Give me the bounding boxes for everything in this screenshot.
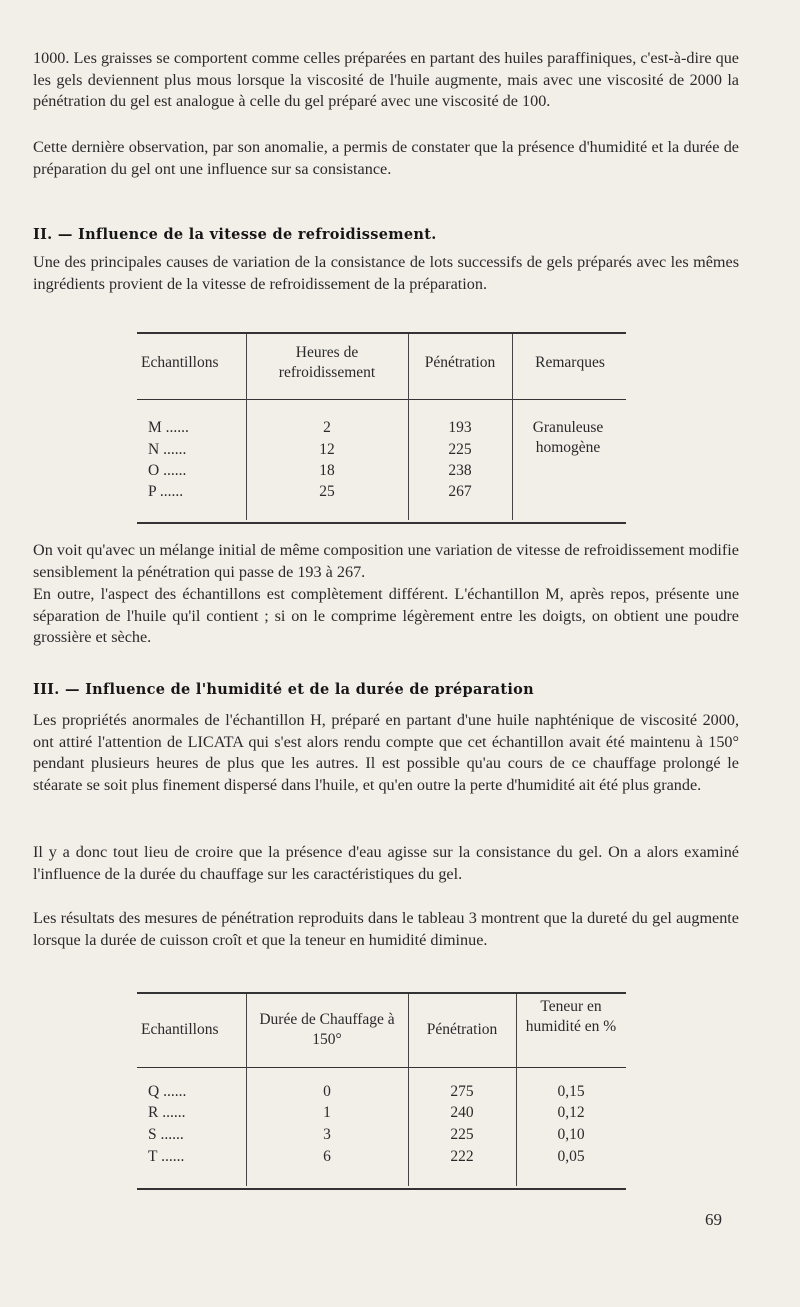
table-row-duration: 1 bbox=[323, 1104, 331, 1121]
paragraph-anomalous-properties: Les propriétés anormales de l'échantillon H, préparé en partant d'une huile naphténique de viscosité 2000, ont attiré l'attention de LICATA qui s'est alors rendu compte que cet échantillon avait été maintenu à 150° pendant plusieurs heures de plus que les autres. Il est possible qu'au cours de ce chauffage prolongé le stéarate se soit plus finement dispersé dans l'huile, et qu'en outre la perte d'humidité ait été plus grande. bbox=[33, 711, 739, 794]
table-row-duration: 3 bbox=[323, 1126, 331, 1143]
paragraph-sample-aspect: En outre, l'aspect des échantillons est complètement différent. L'échantillon M, après repos, présente une séparation de l'huile qu'il contient ; si on le comprime légèrement entre les doigts, on obtient une poudre grossière et sèche. bbox=[33, 585, 739, 647]
heading-section-3: III. — Influence de l'humidité et de la durée de préparation bbox=[33, 681, 534, 698]
paragraph-penetration-change: On voit qu'avec un mélange initial de même composition une variation de vitesse de refroidissement modifie sensiblement la pénétration qui passe de 193 à 267. bbox=[33, 541, 739, 581]
table-row-sample: M ...... bbox=[148, 419, 189, 436]
table-row-sample: P ...... bbox=[148, 483, 184, 500]
table-row-penetration: 225 bbox=[450, 1126, 474, 1143]
table-cooling-header: Echantillons bbox=[141, 354, 219, 371]
paragraph-water-effect: Il y a donc tout lieu de croire que la présence d'eau agisse sur la consistance du gel. On a alors examiné l'influence de la durée du chauffage sur les caractéristiques du gel. bbox=[33, 843, 739, 883]
table-row-penetration: 225 bbox=[448, 441, 472, 458]
table-row-sample: S ...... bbox=[148, 1126, 184, 1143]
table-humidity-header: Durée de Chauffage à 150° bbox=[259, 1011, 395, 1048]
table-row-humidity: 0,12 bbox=[557, 1104, 585, 1121]
table-row-sample: R ...... bbox=[148, 1104, 186, 1121]
paragraph-cooling-rate: Une des principales causes de variation de la consistance de lots successifs de gels préparés avec les mêmes ingrédients provient de la vitesse de refroidissement de la préparation. bbox=[33, 253, 739, 293]
page-number: 69 bbox=[705, 1210, 722, 1229]
table-row-humidity: 0,15 bbox=[557, 1083, 585, 1100]
table-row-humidity: 0,10 bbox=[557, 1126, 585, 1143]
table-row-penetration: 275 bbox=[450, 1083, 474, 1100]
table-humidity-divider bbox=[516, 994, 517, 1186]
table-row-hours: 2 bbox=[323, 419, 331, 436]
table-humidity-divider bbox=[246, 994, 247, 1186]
table-humidity-divider bbox=[408, 994, 409, 1186]
table-humidity-header: Echantillons bbox=[141, 1021, 219, 1038]
table-row-sample: O ...... bbox=[148, 462, 187, 479]
table-row-penetration: 267 bbox=[448, 483, 472, 500]
table-cooling-header: Remarques bbox=[535, 354, 605, 371]
table-humidity-header: Teneur en humidité en % bbox=[525, 998, 617, 1035]
table-row-duration: 0 bbox=[323, 1083, 331, 1100]
table-row-hours: 12 bbox=[319, 441, 335, 458]
table-row-sample: N ...... bbox=[148, 441, 187, 458]
table-row-penetration: 238 bbox=[448, 462, 472, 479]
table-cooling-divider bbox=[512, 334, 513, 520]
paragraph-viscosity: 1000. Les graisses se comportent comme celles préparées en partant des huiles paraffiniques, c'est-à-dire que les gels deviennent plus mous lorsque la viscosité de l'huile augmente, mais avec une viscosité de 2000 la pénétration du gel est analogue à celle du gel préparé avec une viscosité de 100. bbox=[33, 49, 739, 111]
paragraph-anomaly: Cette dernière observation, par son anomalie, a permis de constater que la présence d'humidité et la durée de préparation du gel ont une influence sur sa consistance. bbox=[33, 138, 739, 178]
table-cooling-divider bbox=[408, 334, 409, 520]
table-row-penetration: 193 bbox=[448, 419, 472, 436]
table-cooling-header: Heures de refroidissement bbox=[278, 344, 376, 381]
paragraph-results: Les résultats des mesures de pénétration reproduits dans le tableau 3 montrent que la dureté du gel augmente lorsque la durée de cuisson croît et que la teneur en humidité diminue. bbox=[33, 909, 739, 949]
table-row-penetration: 222 bbox=[450, 1148, 474, 1165]
table-row-sample: Q ...... bbox=[148, 1083, 187, 1100]
table-row-duration: 6 bbox=[323, 1148, 331, 1165]
table-row-sample: T ...... bbox=[148, 1148, 185, 1165]
table-cooling-remark: Granuleuse homogène bbox=[532, 419, 604, 456]
table-cooling-header-rule bbox=[137, 399, 626, 400]
table-row-hours: 18 bbox=[319, 462, 335, 479]
table-row-penetration: 240 bbox=[450, 1104, 474, 1121]
table-humidity-header: Pénétration bbox=[426, 1021, 498, 1038]
table-cooling-header: Pénétration bbox=[424, 354, 496, 371]
table-cooling-divider bbox=[246, 334, 247, 520]
table-row-hours: 25 bbox=[319, 483, 335, 500]
heading-section-2: II. — Influence de la vitesse de refroidissement. bbox=[33, 226, 437, 243]
table-humidity-header-rule bbox=[137, 1067, 626, 1068]
table-row-humidity: 0,05 bbox=[557, 1148, 585, 1165]
